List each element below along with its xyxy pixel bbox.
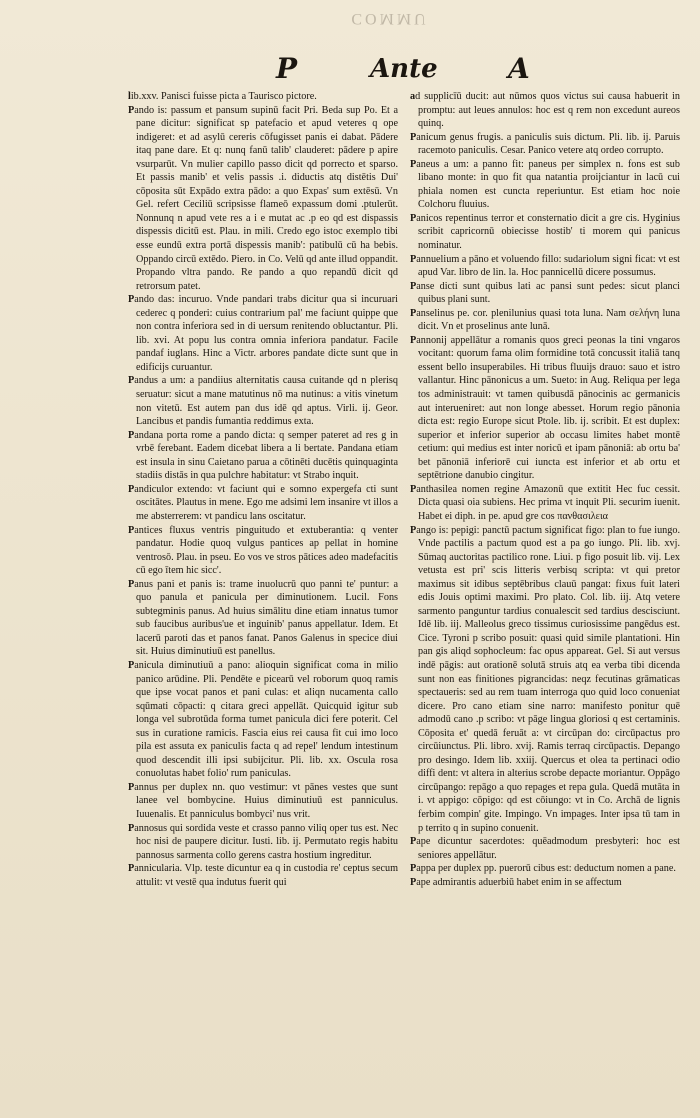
entry: Paneus a um: a panno fit: paneus per simplex n. fons est sub libano monte: in quo fit qua natantia proijciantur in lacū cui phiala nomen est cuncta reperiuntur. Est etiam hoc noie Colchoru fluuius. bbox=[410, 158, 680, 211]
entry: Pannicularia. Vlp. teste dicuntur ea q in custodia re' ceptus secum attulit: vt vestē qua indutus fuerit qui bbox=[128, 863, 398, 888]
entry: Pando das: incuruo. Vnde pandari trabs dicitur qua si incuruari cederec q ponderi: cuius contrarium pal' me faciunt quippe que non contra inferiora sed in di uersum renitendo obluctantur. Pli. lib. xvi. At popu lus contra omnia inferiora pandatur. Facile pandaf iuglans. Hinc a Victr. arbores pandate dicte sunt que in edificijs curuantur. bbox=[128, 294, 398, 373]
entry: Pandus a um: a pandiius alternitatis causa cuitande qd n plerisq seruatur: sicut a mane matutinus nō ma nutinus: a vitis vinetum non vitetū. Est autem pan dus idē qd aptus. Virli. ij. Geor. Lancibus et pandis fumantia reddimus exta. bbox=[128, 375, 398, 428]
entry: Panus pani et panis is: trame inuolucrū quo panni te' puntur: a quo panula et panicula per diminutionem. Lucil. Fons subtegminis panus. Ad huius simālitu dine etiam innatus tumor sub faucibus auribus'ue et inguinib' panus appellatur. Idem. Et lacerū paroti das et panos fanat. Panos Galenus in specice diui sit. Huius diminutiuū est panellus. bbox=[128, 578, 398, 658]
entry: Pango is: pepigi: panctū pactum significat figo: plan to fue iungo. Vnde pactilis a pactum quod est a pa go iungo. Pli. lib. xvj. Sūmaq auctoritas pactilico rone. Liui. p figo posuit lib. vij. Lex vetusta est pri' scis litteris verbisq scripta: vt qui pretor maximus sit idibus septēbribus clauū pangat: fixus fuit lateri edis Jouis optimi maximi. Pro plato. Col. lib. iij. Atq vetere sarmento panguntur tardius conualescit sed tardius descisciunt. Idē lib. iij. Malleolus greco tissimus curiosissime pangēdus est. Cice. Tyroni p scribo posuit: quasi quid simile plantationi. Hin pan gis aliqd sophocleum: fac opus appareat. Gel. Si aut versus indē pāgis: aut orationē solutā struis atq ea verba tibi dicenda sunt non eas finitiones pigrancidas: neqz fecutinas grāmaticas spectaueris: sed au rem tuam interroga quo quid loco conueniat dicere. Pro cano etiam sine narro: manifesto ponitur quē admodū cano .p scribo: vt pāge lingua gloriosi q est certaminis. Cōposita et' quedā feruāt a: vt circūpan do: circūpactus pro circūiunctus. Pli. libro. xvij. Ramis terraq circūpactis. Depango pro desingo. Idem lib. xxiij. Quercus et olea ta pertinaci odio diffi dent: vt altera in alterius scrobe depacte moriantur. Oppāgo circūpango: repāgo a quo repages et repa gula. Quedā mutāta in i. vt appigo: cōpigo: qd est cōiungo: vt in Co. Archā de lignis ferbim compin' gite. Impingo. Vn impages. Inter ipsa tū tam in p territo q in supino conuenit. bbox=[410, 524, 680, 834]
entry: Pannus per duplex nn. quo vestimur: vt pānes vestes que sunt lanee vel bombycine. Huius diminutiuū est panniculus. Iuuenalis. Et panniculus bombyci' nus vrit. bbox=[128, 781, 398, 820]
entry: Pannosus qui sordida veste et crasso panno viliq oper tus est. Nec hoc nisi de paupere dicitur. Iusti. lib. ij. Permutato regis habitu pannosus sarmenta collo gerens castra hostium ingreditur. bbox=[128, 822, 398, 861]
entry: Panicum genus frugis. a paniculis suis dictum. Pli. lib. ij. Paruis racemoto paniculis. Cesar. Panico vetere atq ordeo corrupto. bbox=[410, 131, 680, 157]
entry: lib.xxv. Panisci fuisse picta a Taurisco pictore. bbox=[128, 91, 317, 102]
entry: Pape dicuntur sacerdotes: quēadmodum presbyteri: hoc est seniores appellātur. bbox=[410, 836, 680, 861]
entry: Pape admirantis aduerbiū habet enim in se affectum bbox=[410, 876, 622, 888]
bleed-through-text: COMMU bbox=[351, 10, 429, 27]
entry: Pannonij appellātur a romanis quos greci peonas la tini vngaros vocitant: quorum fama olim formidine totā concussit italiā tanq essent bello insuperabiles. Hi tribus fluuijs drauo: sauo et istro vallantur. Hinc pānonicus a um. Sueto: in Aug. Reliqua per lega tos administrauit: vt tamen quibusdā pānocinis ac germanicis aut interueniret: aut non longe abesset. Horum regio pānonia dicta est: regio Europe sicut Ptole. lib. ij. scribit. Et est duplex: superior et inferior superior ab occasu limites habet montē cetium: qui medius est inter noricū et ipam pānoniā: ab ortu ba' bet pānoniā inferiorē cui iuncta est inferior et ab ortu et septētrione danubio cingitur. bbox=[410, 334, 680, 482]
running-head-letter-left: P bbox=[276, 52, 298, 85]
entry: ad supplicīū ducit: aut nūmos quos victus sui causa habuerit in promptu: aut leues annulos: hoc est q rem non excedunt aureos quinq. bbox=[410, 91, 680, 130]
entry: Pandana porta rome a pando dicta: q semper pateret ad res g in vrbē ferebant. Eadem dicebat libera a li bertate. Pandana etiam est insula in sinu Caietano parua a cōtinēti ducētis quinquaginta stadiis distās in qua pulchre habitatur: vt Strabo inquit. bbox=[128, 429, 398, 482]
entry: Panicos repentinus terror et consternatio dicit a gre cis. Hyginius scribit capricornū obiecisse hostib' ti morem qui panicus nominatur. bbox=[410, 212, 680, 252]
entry: Pannuelium a pāno et voluendo fillo: sudariolum signi ficat: vt est apud Var. libro de lin. la. Hoc pannicellū dicere possumus. bbox=[410, 253, 680, 279]
left-column bbox=[128, 90, 398, 1100]
entry: Pando is: passum et pansum supinū facit Pri. Beda sup Po. Et a pane dicitur: significat sp patefacio et apud veteres q ope indigeret: et ad asylū cereris cōfugisset panis ei dabat. Pādere itaq pane dare. Et q: nunq fanū talib' clauderet: pādere p apire vsurparūt. Vn mulier capillo passo dicit qd porrecto et sparso. Et passis manib' et velis passis .i. diductis atq distētis Dui' cōposita sūt Expādo extra pādo: a quo Expas' sum extēsū. Vn Gel. refert Ceciliū scripsisse flameō expassum domi .ptulerūt. Nonnunq n apud vete res a i e mutat ac .p eo qd est dispassis dispessis dicitū est. Plau. in mili. Credo ego istoc exemplo tibi esse eundū extra portā dispessis manib': patibulū cū ha bebis. Oppando circū extēdo. Piero. in Co. Velū qd ante illud oppandit. Propando vltra pando. Re pando a quo repandū dicit qd retrorsum patet. bbox=[128, 104, 398, 292]
entry: Pappa per duplex pp. puerorū cibus est: deductum nomen a pane. bbox=[410, 863, 676, 875]
right-column bbox=[410, 90, 680, 1100]
running-head-letter-right: A bbox=[508, 52, 530, 85]
entry: Panse dicti sunt quibus lati ac pansi sunt pedes: sicut planci quibus plani sunt. bbox=[410, 280, 680, 306]
entry: Panicula diminutiuū a pano: alioquin significat coma in milio panico arūdine. Pli. Pendēte e picearū vel roborum quoq ramis que ipse vocat panos et pani culas: et aliqn nucamenta callo sqūmati cōpacti: q citara greci appellāt. Quicquid igitur sub longa vel subrotūda forma tumet panicula dici fere poterit. Cel sus in curatione ramicis. Fascia eius rei causa fit cui imo loco pila est assuta ex paniculis facta q ad repel' lendum intestinum quod descendit illi ipsi subijcitur. Pli. lib. xx. Oscula rosa conuolutas habet folio' rum paniculas. bbox=[128, 659, 398, 780]
entry: Panthasilea nomen regine Amazonū que extitit Hec fuc cessit. Dicta quasi oia subiens. Hec prima vt inquit Pli. securim iuenit. Habet ei diph. in pe. apud gre cos πανθασιλεια bbox=[410, 483, 680, 522]
entry: Pandiculor extendo: vt faciunt qui e somno expergefa cti sunt oscitātes. Plautus in mene. Ego me adsimi lem insanire vt illos a me absterrerem: vt pandicu lans oscitatur. bbox=[128, 483, 398, 522]
running-head bbox=[260, 52, 560, 92]
entry: Pantices fluxus ventris pinguitudo et extuberantia: q venter pandatur. Hodie quoq vulgus pantices ap pellat in homine ventrosō. Plau. in pseu. Eo vos ve stros pātices adeo madefacitis cū ego ītem hic sicc'. bbox=[128, 524, 398, 577]
entry: Panselinus pe. cor. plenilunius quasi tota luna. Nam σελήνη luna dicit. Vn et proselinus ante lunā. bbox=[410, 307, 680, 333]
running-head-word: Ante bbox=[370, 54, 438, 84]
